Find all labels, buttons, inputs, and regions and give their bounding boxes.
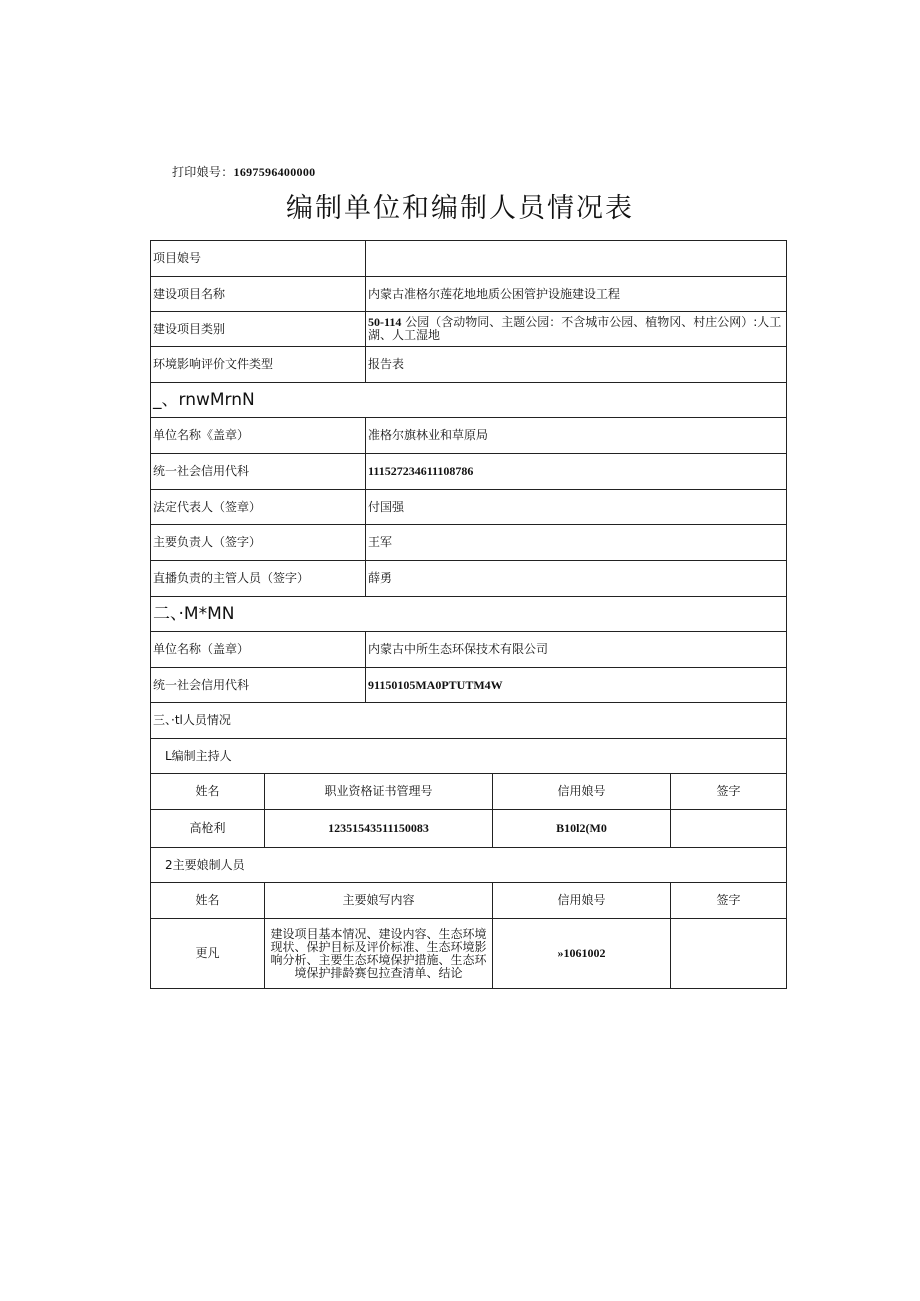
staff-sign [671,919,787,989]
table-row [151,383,787,418]
table-row [151,561,787,597]
table-row [151,454,787,490]
table-row [151,668,787,703]
doc-type-value: 报告表 [366,347,787,383]
s1-direct-label: 直播负责的主管人员（签字） [151,561,366,597]
print-number [172,163,315,180]
staff-col-content: 主要娘写内容 [265,883,493,919]
s1-direct-value: 薛勇 [366,561,787,597]
project-category-text: 公园（含动物同、主题公园：不含城市公园、植物冈、村庄公网）:人工湖、人工湿地 [368,315,782,342]
project-name-label: 建设项目名称 [151,277,366,312]
table-row [151,241,787,277]
s1-unit-label: 单位名称《盖章） [151,418,366,454]
s1-credit-label: 统一社会信用代科 [151,454,366,490]
table-row [151,848,787,883]
s1-legal-label: 法定代表人（签章） [151,490,366,525]
project-code-value [366,241,787,277]
project-name-value: 内蒙古准格尔莲花地地质公困管护设施建设工程 [366,277,787,312]
info-table [150,240,787,989]
s1-leader-label: 主要负责人（签字） [151,525,366,561]
s1-unit-value: 准格尔旗林业和草原局 [366,418,787,454]
table-row [151,883,787,919]
staff-name: 更凡 [151,919,265,989]
project-category-code: 50-114 [368,315,402,329]
staff-heading: 2主要娘制人员 [151,848,787,883]
s2-unit-value: 内蒙古中所生态环保技术有限公司 [366,632,787,668]
host-cert: 12351543511150083 [265,810,493,848]
s1-credit-value: 111527234611108786 [366,454,787,490]
staff-col-name: 姓名 [151,883,265,919]
table-row [151,739,787,774]
print-number-label: 打印娘号： [172,165,234,179]
staff-col-sign: 签字 [671,883,787,919]
table-row [151,418,787,454]
host-col-cert: 职业资格证书管理号 [265,774,493,810]
table-row [151,490,787,525]
project-category-label: 建设项目类别 [151,312,366,347]
host-credit: B10l2(M0 [493,810,671,848]
table-row [151,774,787,810]
page-title: 编制单位和编制人员情况表 [286,193,634,224]
staff-col-credit: 信用娘号 [493,883,671,919]
project-code-label: 项目娘号 [151,241,366,277]
table-row [151,632,787,668]
table-row [151,703,787,739]
table-row [151,312,787,347]
host-col-sign: 签字 [671,774,787,810]
s2-credit-value: 91150105MA0PTUTM4W [366,668,787,703]
section2-heading: 二、·M*MN [151,597,787,632]
table-row [151,919,787,989]
doc-type-label: 环境影响评价文件类型 [151,347,366,383]
s2-credit-label: 统一社会信用代科 [151,668,366,703]
s1-legal-value: 付国强 [366,490,787,525]
staff-content: 建设项目基本情况、建设内容、生态环境现状、保护目标及评价标准、生态环境影响分析、主要生态环境保护措施、生态环境保护排龄赛包拉查清单、结论 [265,919,493,989]
host-sign [671,810,787,848]
section3-heading: 三、·tl人员情况 [151,703,787,739]
host-col-name: 姓名 [151,774,265,810]
s1-leader-value: 王军 [366,525,787,561]
host-heading: L编制主持人 [151,739,787,774]
staff-credit: »1061002 [493,919,671,989]
table-row [151,525,787,561]
project-category-value [366,312,787,347]
table-row [151,277,787,312]
host-name: 高枪利 [151,810,265,848]
table-row [151,597,787,632]
s2-unit-label: 单位名称（盖章） [151,632,366,668]
host-col-credit: 信用娘号 [493,774,671,810]
table-row [151,810,787,848]
section1-heading: _、rnwMrnN [151,383,787,418]
print-number-value: 1697596400000 [233,165,316,179]
table-row [151,347,787,383]
